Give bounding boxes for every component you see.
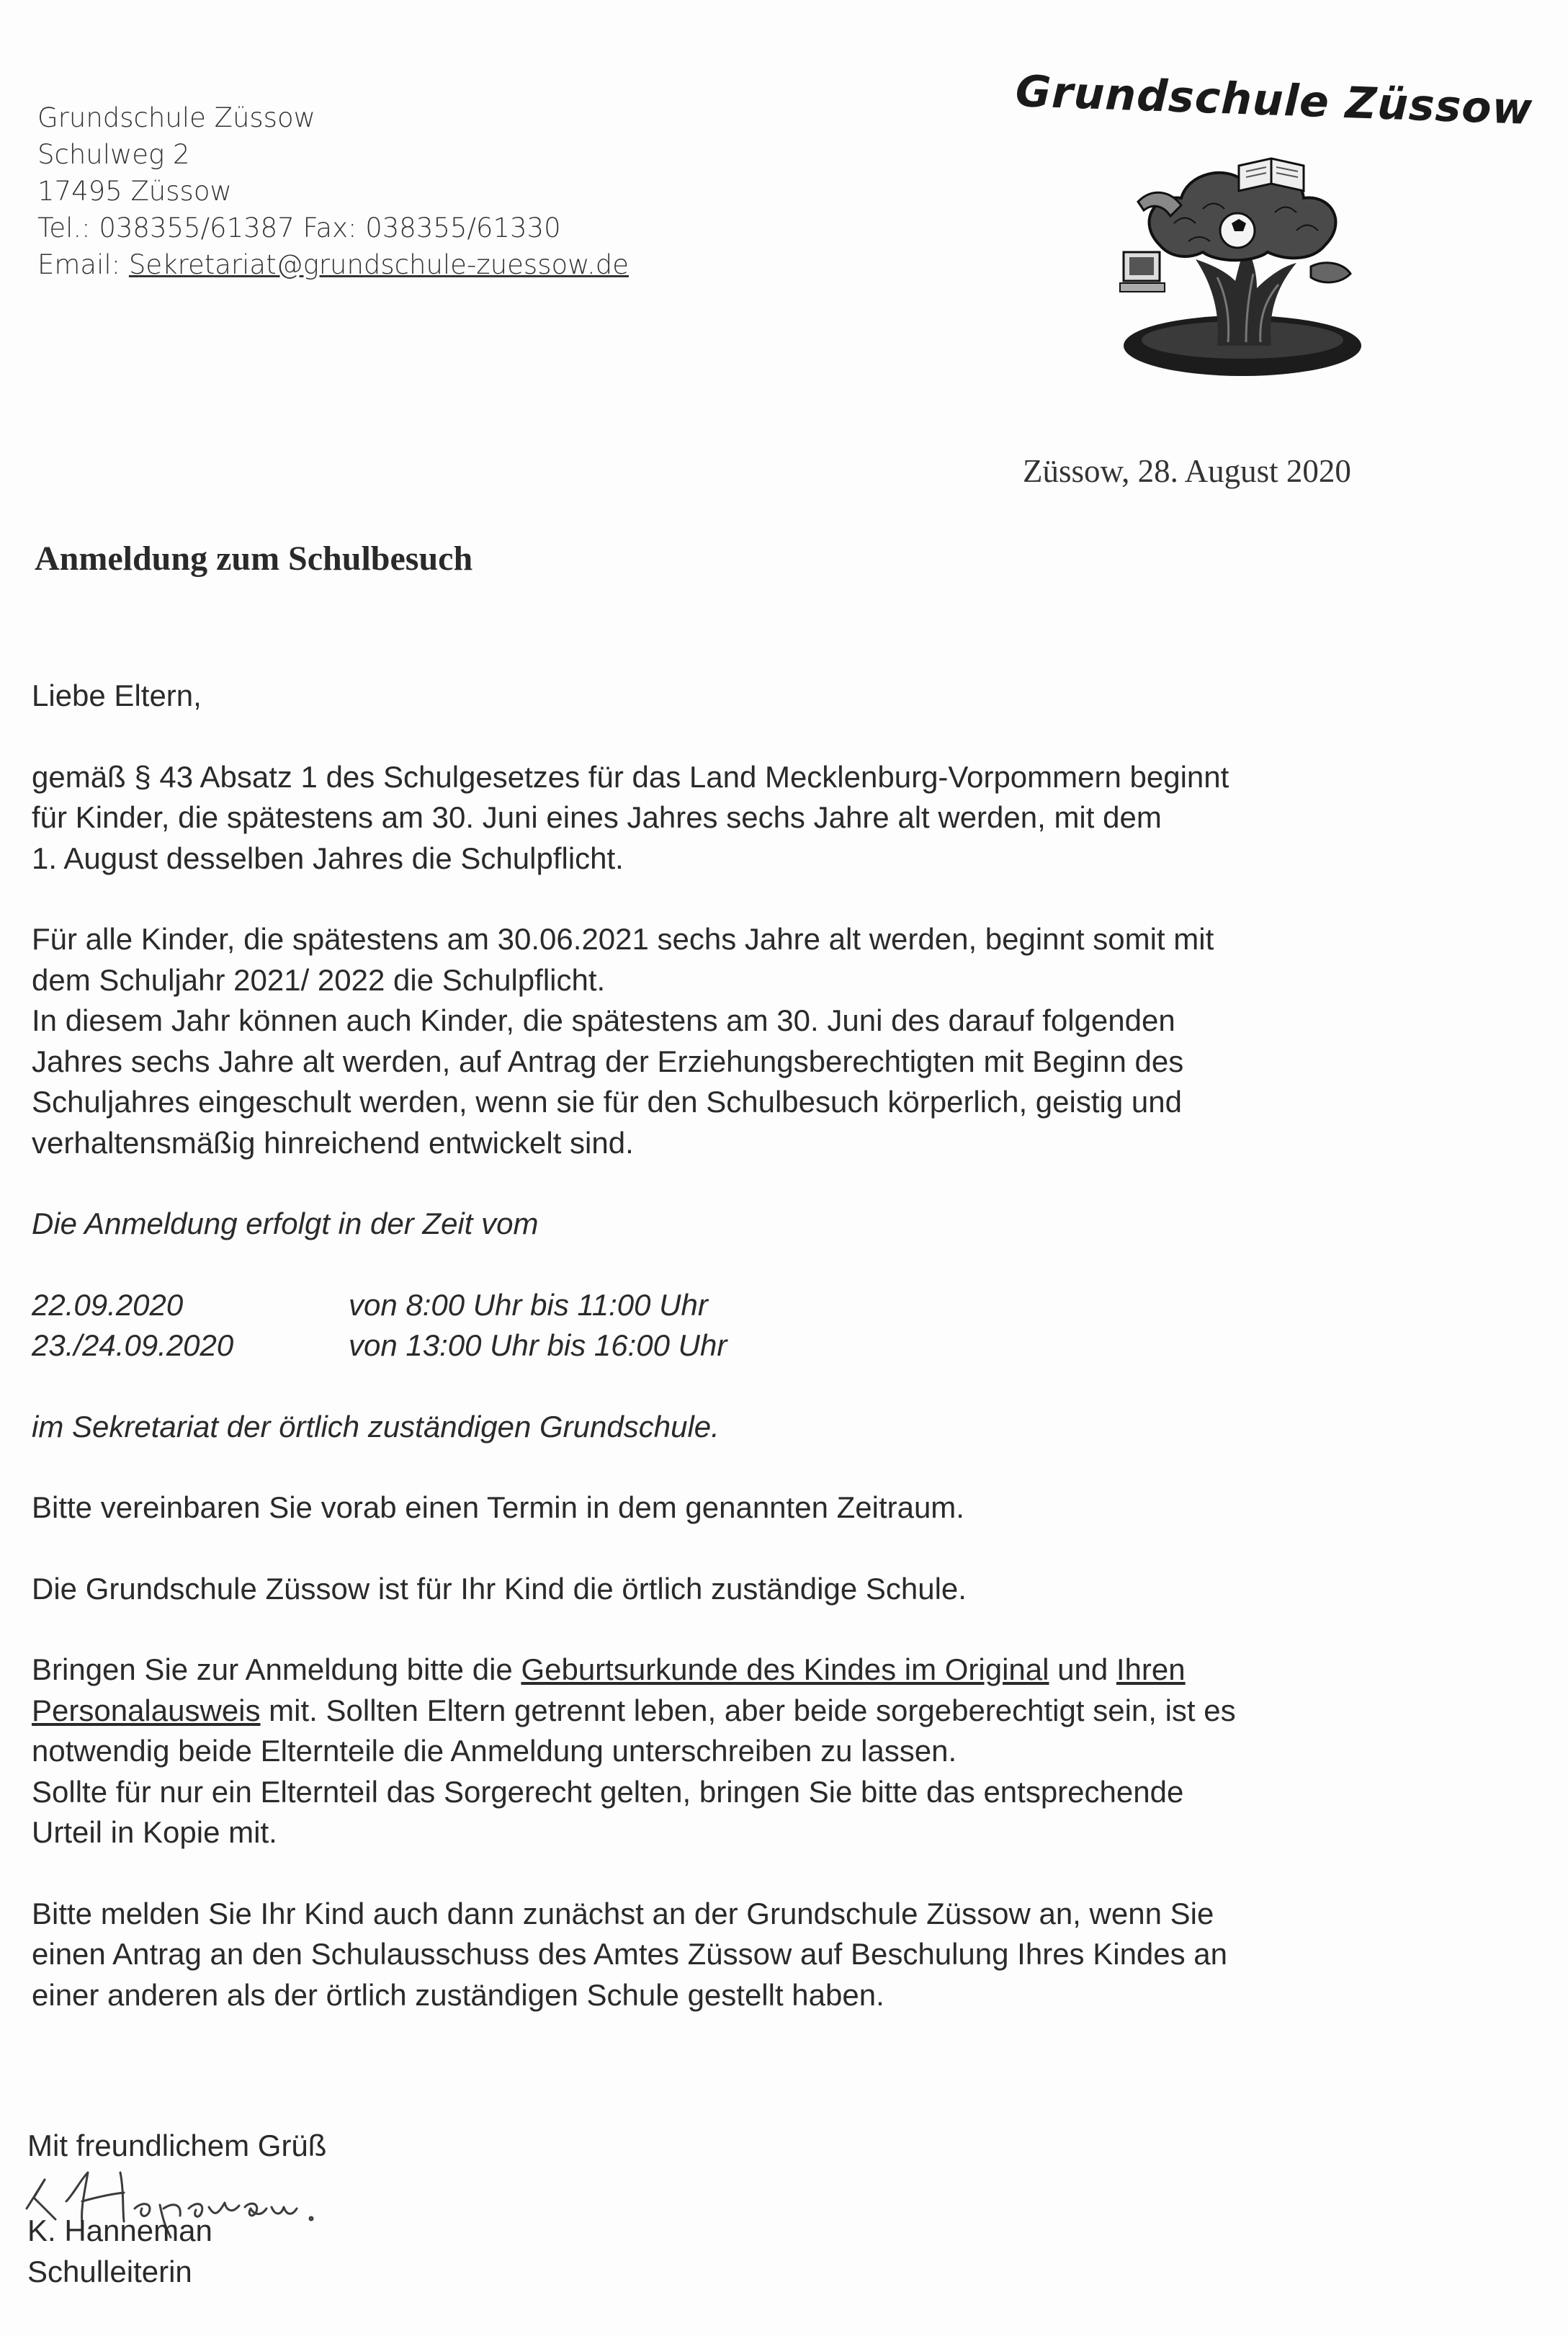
registration-date: 23./24.09.2020 [32, 1328, 234, 1362]
paragraph-school-committee [32, 1894, 1501, 2016]
sender-email-label: Email: [37, 249, 129, 280]
paragraph-line: für Kinder, die spätestens am 30. Juni eines Jahres sechs Jahre alt werden, mit dem [32, 800, 1162, 834]
sender-city: 17495 Züssow [37, 176, 232, 207]
paragraph-line: Urteil in Kopie mit. [32, 1815, 277, 1849]
paragraph-school-obligation [32, 919, 1501, 1163]
letter-date: Züssow, 28. August 2020 [1023, 453, 1351, 489]
sender-street: Schulweg 2 [37, 139, 190, 170]
letter-subject: Anmeldung zum Schulbesuch [35, 540, 473, 578]
registration-place: im Sekretariat der örtlich zuständigen Grundschule. [32, 1409, 720, 1444]
sender-address [37, 99, 629, 283]
sender-name: Grundschule Züssow [37, 102, 315, 133]
paragraph-line: Sollte für nur ein Elternteil das Sorgerecht gelten, bringen Sie bitte das entsprechende [32, 1774, 1184, 1809]
text-span: und [1049, 1652, 1116, 1686]
paragraph-line: einer anderen als der örtlich zuständigen Schule gestellt haben. [32, 1977, 884, 2012]
responsible-school-note: Die Grundschule Züssow ist für Ihr Kind die örtlich zuständige Schule. [32, 1571, 967, 1606]
paragraph-line: gemäß § 43 Absatz 1 des Schulgesetzes für das Land Mecklenburg-Vorpommern beginnt [32, 759, 1229, 794]
paragraph-line: In diesem Jahr können auch Kinder, die spätestens am 30. Juni des darauf folgenden [32, 1003, 1175, 1037]
paragraph-line: Bitte melden Sie Ihr Kind auch dann zunächst an der Grundschule Züssow an, wenn Sie [32, 1896, 1214, 1930]
id-card-note-start: Ihren [1116, 1652, 1186, 1686]
paragraph-line [32, 1691, 1501, 1732]
paragraph-line: verhaltensmäßig hinreichend entwickelt sind. [32, 1125, 634, 1160]
sender-email-line [37, 246, 629, 283]
text-span: mit. Sollten Eltern getrennt leben, aber beide sorgeberechtigt sein, ist es [260, 1693, 1236, 1727]
paragraph-line [32, 1650, 1501, 1691]
registration-time-row [32, 1285, 1501, 1326]
paragraph-documents [32, 1650, 1501, 1853]
registration-intro: Die Anmeldung erfolgt in der Zeit vom [32, 1207, 539, 1240]
birth-certificate-note: Geburtsurkunde des Kindes im Original [521, 1652, 1049, 1686]
paragraph-line: 1. August desselben Jahres die Schulpflicht. [32, 841, 624, 875]
registration-date: 22.09.2020 [32, 1287, 184, 1322]
closing-greeting: Mit freundlichem Grüß [27, 2129, 327, 2162]
paragraph-line: Für alle Kinder, die spätestens am 30.06.2021 sechs Jahre alt werden, beginnt somit mit [32, 922, 1214, 956]
registration-time: von 13:00 Uhr bis 16:00 Uhr [349, 1328, 727, 1362]
paragraph-line: dem Schuljahr 2021/ 2022 die Schulpflicht. [32, 962, 606, 997]
paragraph-line: einen Antrag an den Schulausschuss des Amtes Züssow auf Beschulung Ihres Kindes an [32, 1937, 1228, 1971]
appointment-note: Bitte vereinbaren Sie vorab einen Termin in dem genannten Zeitraum. [32, 1490, 964, 1524]
paragraph-line: notwendig beide Elternteile die Anmeldung unterschreiben zu lassen. [32, 1734, 957, 1768]
tree-with-books-logo-icon [1109, 137, 1368, 382]
text-span: Bringen Sie zur Anmeldung bitte die [32, 1652, 521, 1686]
signatory-role: Schulleiterin [27, 2255, 192, 2288]
sender-phone-fax: Tel.: 038355/61387 Fax: 038355/61330 [37, 212, 561, 243]
sender-email-link[interactable]: Sekretariat@grundschule-zuessow.de [128, 249, 630, 280]
registration-time-row [32, 1325, 1501, 1366]
registration-time: von 8:00 Uhr bis 11:00 Uhr [349, 1287, 708, 1322]
paragraph-line: Schuljahres eingeschult werden, wenn sie für den Schulbesuch körperlich, geistig und [32, 1085, 1182, 1119]
salutation: Liebe Eltern, [32, 679, 202, 712]
logo-title: Grundschule Züssow [1014, 66, 1534, 135]
registration-times [32, 1285, 1501, 1366]
signatory-name: K. Hanneman [27, 2214, 212, 2247]
id-card-note-end: Personalausweis [32, 1693, 261, 1727]
letter-body [32, 676, 1501, 2015]
paragraph-school-law [32, 757, 1501, 880]
paragraph-line: Jahres sechs Jahre alt werden, auf Antrag der Erziehungsberechtigten mit Beginn des [32, 1044, 1184, 1078]
